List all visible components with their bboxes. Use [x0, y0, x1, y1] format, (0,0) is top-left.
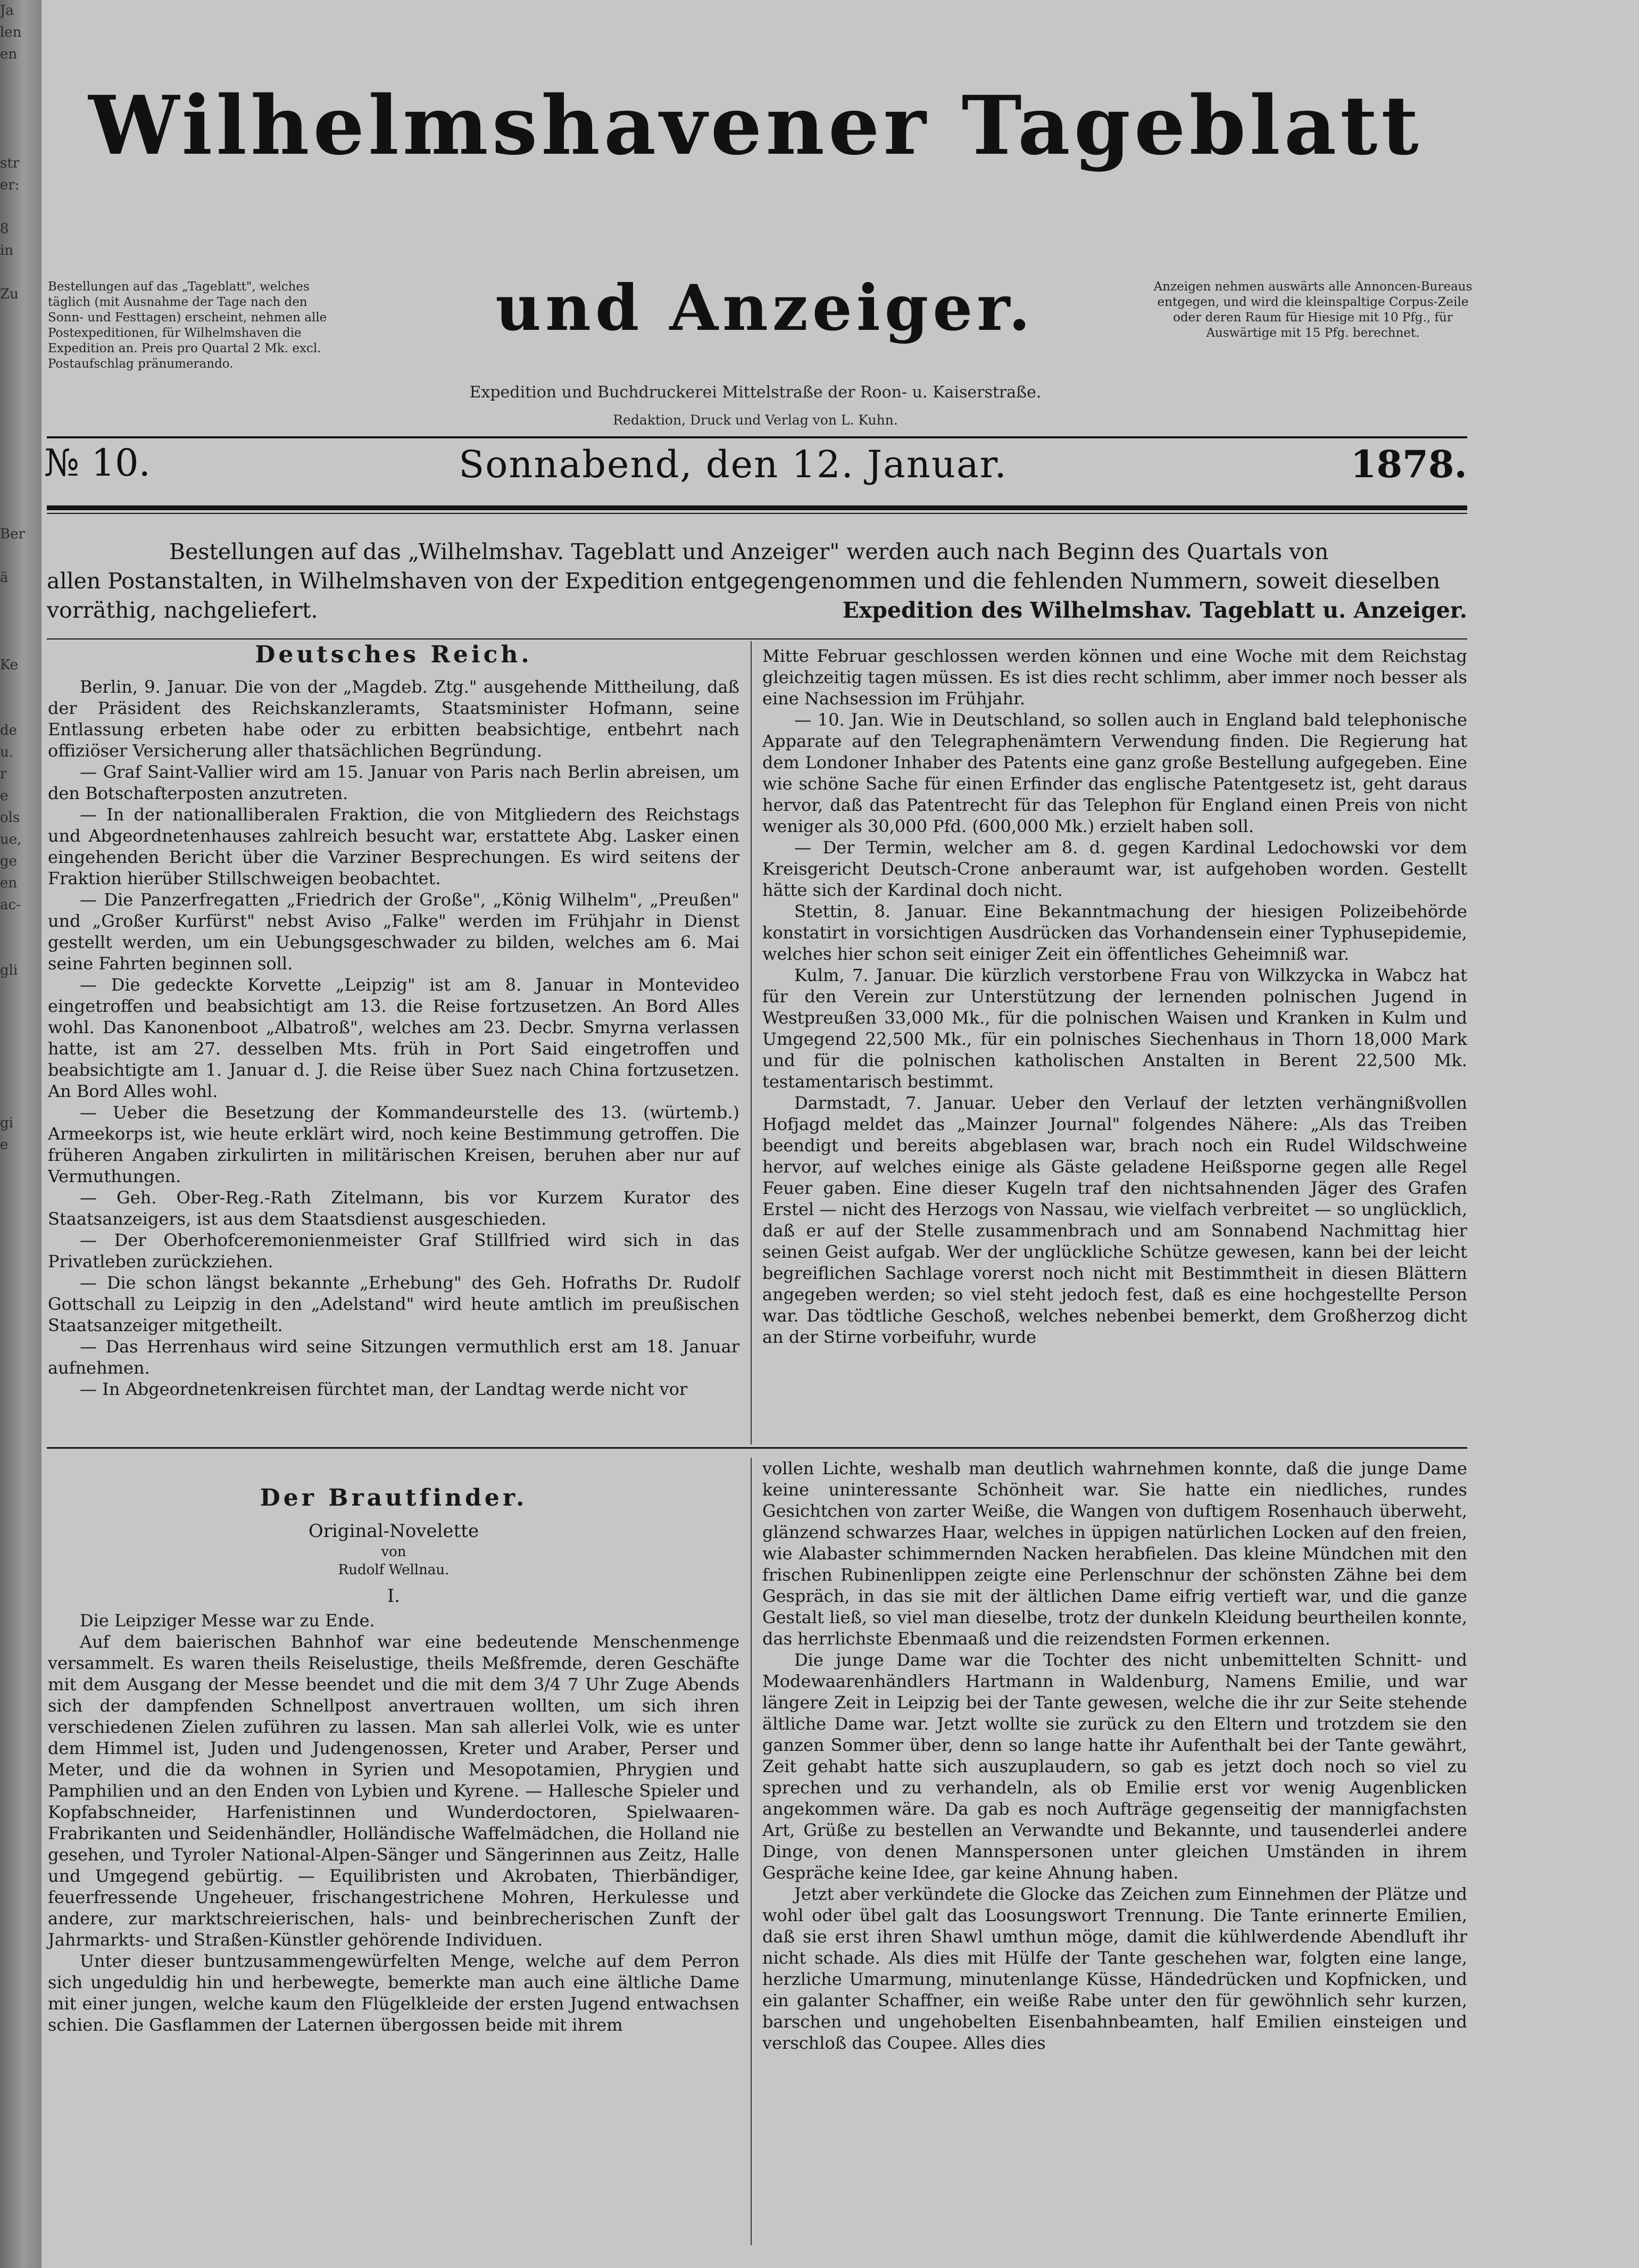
- paragraph: — Der Termin, welcher am 8. d. gegen Kardinal Ledochowski vor dem Kreisgericht Deutsch-Crone anberaumt war, ist aufgehoben worden. Gestellt hätte sich der Kardinal doch nicht.: [762, 837, 1467, 900]
- previous-page-line: [0, 611, 32, 633]
- previous-page-line: gi: [0, 1115, 13, 1131]
- paragraph: — Die schon längst bekannte „Erhebung" des Geh. Hofraths Dr. Rudolf Gottschall zu Leipzig in den „Adelstand" wird heute amtlich im preußischen Staatsanzeiger mitgetheilt.: [48, 1273, 739, 1335]
- paragraph: — Das Herrenhaus wird seine Sitzungen vermuthlich erst am 18. Januar aufnehmen.: [48, 1336, 739, 1378]
- previous-page-line: [0, 1178, 32, 1200]
- column-divider: [751, 1458, 752, 2245]
- previous-page-line: Ja: [0, 3, 14, 19]
- section-heading: Deutsches Reich.: [255, 641, 533, 668]
- previous-page-line: [0, 393, 32, 414]
- previous-page-line: [0, 1025, 32, 1047]
- previous-page-line: [0, 938, 32, 960]
- previous-page-line: [0, 1200, 32, 1222]
- previous-page-line: [0, 458, 32, 480]
- previous-page-line: Zu: [0, 286, 19, 302]
- previous-page-line: [0, 87, 32, 109]
- previous-page-line: ue,: [0, 832, 22, 848]
- news-column-left: [48, 641, 739, 1400]
- paragraph: Kulm, 7. Januar. Die kürzlich verstorbene Frau von Wilkzycka in Wabcz hat für den Verein zur Unterstützung der lernenden polnischen Jugend in Westpreußen 33,000 Mk., für die polnischen Waisen und Kranken in Kulm und Umgegend 22,500 Mk., für ein polnisches Siechenhaus in Thorn 18,000 Mark und für die polnischen katholischen Anstalten in Berent 22,500 Mk. testamentarisch bestimmt.: [762, 965, 1467, 1092]
- paragraph: Jetzt aber verkündete die Glocke das Zeichen zum Einnehmen der Plätze und wohl oder übel galt das Loosungswort Trennung. Die Tante erinnerte Emilien, daß sie erst ihren Shawl umthun möge, damit die kühlwerdende Abendluft ihr nicht schade. Als dies mit Hülfe der Tante geschehen war, folgten eine lange, herzliche Umarmung, minutenlange Küsse, Händedrücken und Kopfnicken, und ein galanter Schaffner, ein weiße Rabe unter den für gewöhnlich sehr kurzen, barschen und ungehobelten Eisenbahnbeamten, half Emilien einsteigen und verschloß das Coupee. Alles dies: [762, 1884, 1467, 2053]
- notice-line: allen Postanstalten, in Wilhelmshaven von der Expedition entgegengenommen und die fehlenden Nummern, soweit dieselben: [47, 568, 1441, 594]
- paragraph: Mitte Februar geschlossen werden können und eine Woche mit dem Reichstag gleichzeitig tagen müssen. Es ist dies recht schlimm, aber immer noch besser als eine Nachsession im Frühjahr.: [762, 646, 1467, 709]
- paragraph: — In der nationalliberalen Fraktion, die von Mitgliedern des Reichstags und Abgeordnetenhauses zahlreich besucht war, erstattete Abg. Lasker einen eingehenden Bericht über die Varziner Besprechungen. Es wird seitens der Fraktion hierüber Stillschweigen beobachtet.: [48, 804, 739, 888]
- paragraph: Unter dieser buntzusammengewürfelten Menge, welche auf dem Perron sich ungeduldig hin und herbewegte, bemerkte man auch eine ältliche Dame mit einer jungen, welche kaum den Flügelkleide der ersten Jugend entwachsen schien. Die Gasflammen der Laternen übergossen beide mit ihrem: [48, 1951, 739, 2035]
- paragraph: Berlin, 9. Januar. Die von der „Magdeb. Ztg." ausgehende Mittheilung, daß der Präsident des Reichskanzleramts, Staatsminister Hofmann, seine Entlassung erbeten habe oder zu erbitten beabsichtige, entbehrt nach offiziöser Versicherung aller thatsächlichen Begründung.: [48, 677, 739, 761]
- previous-page-line: [0, 109, 32, 131]
- subscription-notice: [47, 537, 1467, 625]
- previous-page-line: [0, 1222, 32, 1243]
- notice-line: vorräthig, nachgeliefert.: [47, 597, 318, 623]
- previous-page-fragment: [0, 0, 32, 2268]
- paragraph: — Der Oberhofceremonienmeister Graf Stillfried wird sich in das Privatleben zurückziehen.: [48, 1230, 739, 1272]
- paragraph: — In Abgeordnetenkreisen fürchtet man, der Landtag werde nicht vor: [80, 1379, 688, 1399]
- previous-page-line: e: [0, 1137, 9, 1153]
- previous-page-line: [0, 305, 32, 327]
- previous-page-line: u.: [0, 744, 14, 760]
- previous-page-line: [0, 1047, 32, 1069]
- section-rule: [47, 638, 1467, 639]
- previous-page-line: in: [0, 243, 14, 259]
- previous-page-line: [0, 1069, 32, 1091]
- previous-page-line: [0, 1243, 32, 1265]
- notice-signature: Expedition des Wilhelmshav. Tageblatt u. Anzeiger.: [842, 597, 1467, 623]
- paragraph: vollen Lichte, weshalb man deutlich wahrnehmen konnte, daß die junge Dame keine uninteressante Schönheit war. Sie hatte ein niedliches, rundes Gesichtchen von zarter Weiße, die Wangen von duftigem Rosenhauch überweht, glänzend schwarzes Haar, welches in üppigen natürlichen Locken auf den freien, wie Alabaster schimmernden Nacken herabfielen. Das kleine Mündchen mit den frischen Rubinenlippen zeigte eine Perlenschnur der schönsten Zähne bei dem Gespräch, in das sie mit der ältlichen Dame eifrig vertieft war, und die ganze Gestalt ließ, so viel man dieselbe, trotz der dunkeln Kleidung beurtheilen konnte, das herrlichste Ebenmaaß und die reizendsten Formen erkennen.: [762, 1458, 1467, 1649]
- masthead-subtitle: und Anzeiger.: [495, 271, 1035, 345]
- advertising-note: Anzeigen nehmen auswärts alle Annoncen-Bureaus entgegen, und wird die kleinspaltige Corpus-Zeile oder deren Raum für Hiesige mit 10 Pfg., für Auswärtige mit 15 Pfg. berechnet.: [1153, 280, 1472, 340]
- novella-paragraphs-left: [48, 1610, 739, 2036]
- previous-page-line: [0, 480, 32, 502]
- paragraph: — Geh. Ober-Reg.-Rath Zitelmann, bis vor Kurzem Kurator des Staatsanzeigers, ist aus dem Staatsdienst ausgeschieden.: [48, 1187, 739, 1229]
- bottom-rule-thin: [47, 513, 1467, 514]
- previous-page-line: de: [0, 722, 18, 738]
- previous-page-line: [0, 502, 32, 524]
- issue-number: № 10.: [44, 441, 151, 485]
- previous-page-line: en: [0, 46, 18, 62]
- previous-page-line: ä: [0, 570, 9, 586]
- previous-page-line: [0, 1265, 32, 1287]
- paragraph: Darmstadt, 7. Januar. Ueber den Verlauf der letzten verhängnißvollen Hofjagd meldet das „Mainzer Journal" folgendes Nähere: „Als das Treiben beendigt und bereits abgeblasen war, brach noch ein Rudel Wildschweine hervor, auf welches einige als Gäste geladene Heißsporne gegen alle Regel Feuer gaben. Eine dieser Kugeln traf den nichtsahnenden Jäger des Grafen Erstel — nicht des Herzogs von Nassau, wie vielfach verbreitet — so unglücklich, daß er auf der Stelle zusammenbrach und am Sonnabend Nachmittag hier seinen Geist aufgab. Wer der unglückliche Schütze gewesen, kann bei der leicht begreiflichen Sachlage vorerst noch nicht mit Bestimmtheit in diesen Blättern angegeben werden; so viel steht jedoch fest, daß es eine hochgestellte Person war. Das tödtliche Geschoß, welches nebenbei bemerkt, dem Großherzog dicht an der Stirne vorbeifuhr, wurde: [762, 1093, 1467, 1347]
- previous-page-line: [0, 1156, 32, 1178]
- paragraph: Die Leipziger Messe war zu Ende.: [80, 1610, 375, 1631]
- paragraph: Stettin, 8. Januar. Eine Bekanntmachung der hiesigen Polizeibehörde konstatirt in vorsichtigen Ausdrücken das Vorhandensein einer Typhusepidemie, welches hier schon seit einiger Zeit ein öffentliches Geheimniß war.: [762, 901, 1467, 964]
- bottom-rule-thick: [47, 505, 1467, 510]
- previous-page-line: ge: [0, 853, 18, 869]
- paragraph: — Die Panzerfregatten „Friedrich der Große", „König Wilhelm", „Preußen" und „Großer Kurfürst" nebst Aviso „Falke" werden im Frühjahr in Dienst gestellt werden, um ein Uebungsgeschwader zu bilden, welches am 6. Mai seine Fahrten beginnen soll.: [48, 890, 739, 974]
- feuilleton-rule: [47, 1447, 1467, 1449]
- previous-page-line: [0, 698, 32, 720]
- news-paragraphs-right: [762, 645, 1467, 1348]
- previous-page-line: [0, 982, 32, 1003]
- previous-page-line: [0, 131, 32, 153]
- issue-date: Sonnabend, den 12. Januar.: [459, 443, 1008, 486]
- previous-page-line: ols: [0, 810, 20, 826]
- previous-page-line: 8: [0, 221, 9, 237]
- paragraph: — Graf Saint-Vallier wird am 15. Januar von Paris nach Berlin abreisen, um den Botschafterposten anzutreten.: [48, 762, 739, 803]
- previous-page-line: [0, 436, 32, 458]
- editor-line: Redaktion, Druck und Verlag von L. Kuhn.: [613, 412, 898, 428]
- novella-column-left: [48, 1484, 739, 2036]
- paragraph: — Die gedeckte Korvette „Leipzig" ist am 8. Januar in Montevideo eingetroffen und beabsichtigt am 13. die Reise fortzusetzen. An Bord Alles wohl. Das Kanonenboot „Albatroß", welches am 23. Decbr. Smyrna verlassen hatte, ist am 27. desselben Mts. früh in Port Said eingetroffen und beabsichtigte am 1. Januar d. J. die Reise über Suez nach China fortzusetzen. An Bord Alles wohl.: [48, 975, 739, 1101]
- novella-title: Der Brautfinder.: [260, 1484, 528, 1511]
- novella-von: von: [381, 1544, 406, 1560]
- previous-page-line: [0, 262, 32, 284]
- previous-page-line: gli: [0, 962, 18, 978]
- previous-page-line: [0, 589, 32, 611]
- previous-page-line: [0, 633, 32, 654]
- previous-page-line: [0, 65, 32, 87]
- chapter-number: I.: [387, 1585, 401, 1607]
- previous-page-line: [0, 349, 32, 371]
- previous-page-line: str: [0, 155, 20, 171]
- previous-page-line: [0, 916, 32, 938]
- previous-page-line: [0, 196, 32, 218]
- novella-subtitle: Original-Novelette: [308, 1521, 479, 1542]
- previous-page-line: ac-: [0, 897, 21, 913]
- previous-page-line: r: [0, 766, 7, 782]
- previous-page-line: [0, 1287, 32, 1309]
- top-rule: [47, 436, 1467, 438]
- previous-page-line: [0, 545, 32, 567]
- newspaper-page: [41, 0, 1639, 2268]
- previous-page-line: [0, 371, 32, 393]
- news-column-right: [762, 645, 1467, 1348]
- previous-page-line: Ber: [0, 526, 25, 542]
- novella-column-right: [762, 1458, 1467, 2054]
- expedition-line: Expedition und Buchdruckerei Mittelstraße der Roon- u. Kaiserstraße.: [469, 383, 1042, 402]
- subscription-note: Bestellungen auf das „Tageblatt", welches täglich (mit Ausnahme der Tage nach den Sonn- und Festtagen) erscheint, nehmen alle Postexpeditionen, für Wilhelmshaven die Expedition an. Preis pro Quartal 2 Mk. excl. Postaufschlag pränumerando.: [48, 280, 327, 371]
- notice-line: Bestellungen auf das „Wilhelmshav. Tageblatt und Anzeiger" werden auch nach Beginn des Quartals von: [169, 539, 1329, 564]
- masthead-title: Wilhelmshavener Tageblatt: [88, 78, 1422, 173]
- issue-year: 1878.: [1350, 442, 1467, 486]
- paragraph: — Ueber die Besetzung der Kommandeurstelle des 13. (würtemb.) Armeekorps ist, wie heute erklärt wird, noch keine Bestimmung getroffen. Die früheren Angaben zirkulirten in militärischen Kreisen, beruhen aber nur auf Vermuthungen.: [48, 1102, 739, 1186]
- paragraph: — 10. Jan. Wie in Deutschland, so sollen auch in England bald telephonische Apparate auf den Telegraphenämtern Verwendung finden. Die Regierung hat dem Londoner Inhaber des Patents eine ganz große Bestellung aufgegeben. Eine wie schöne Sache für einen Erfinder das englische Patentgesetz ist, geht daraus hervor, daß das Patentrecht für das Telephon für England einen Preis von nicht weniger als 30,000 Pfd. (600,000 Mk.) erzielt haben soll.: [762, 710, 1467, 836]
- paragraph: Die junge Dame war die Tochter des nicht unbemittelten Schnitt- und Modewaarenhändlers Hartmann in Waldenburg, Namens Emilie, und war längere Zeit in Leipzig bei der Tante gewesen, welche die ihr zur Seite stehende ältliche Dame war. Jetzt wollte sie zurück zu den Eltern und trotzdem sie den ganzen Sommer über, denn so lange hatte ihr Aufenthalt bei der Tante gewährt, Zeit gehabt hatte sich auszuplaudern, so gab es jetzt doch noch so viel zu sprechen und zu verhandeln, als ob Emilie erst vor wenig Augenblicken angekommen wäre. Da gab es noch Aufträge gegenseitig der mannigfachsten Art, Grüße zu bestellen an Verwandte und Bekannte, und tausenderlei andere Dinge, von denen Mannspersonen unter gleichen Umständen in ihrem Gespräche keine Idee, gar keine Ahnung haben.: [762, 1650, 1467, 1883]
- column-divider: [751, 641, 752, 1444]
- previous-page-line: [0, 327, 32, 349]
- previous-page-line: [0, 1091, 32, 1112]
- previous-page-line: [0, 414, 32, 436]
- previous-page-line: [0, 1003, 32, 1025]
- previous-page-line: en: [0, 875, 18, 891]
- novella-author: Rudolf Wellnau.: [338, 1562, 450, 1578]
- news-paragraphs-left: [48, 676, 739, 1400]
- paragraph: Auf dem baierischen Bahnhof war eine bedeutende Menschenmenge versammelt. Es waren theils Reiselustige, theils Meßfremde, deren Geschäfte mit dem Ausgang der Messe beendet und die mit dem 3/4 7 Uhr Zuge Abends sich der dampfenden Schnellpost anvertrauen wollten, um sich ihren verschiedenen Zielen zuführen zu lassen. Man sah allerlei Volk, wie es unter dem Himmel ist, Juden und Judengenossen, Kreter und Araber, Perser und Meter, und die da wohnen in Syrien und Mesopotamien, Phrygien und Pamphilien und an den Enden von Lybien und Kyrene. — Hallesche Spieler und Kopfabschneider, Harfenistinnen und Wunderdoctoren, Spielwaaren-Frabrikanten und Seidenhändler, Holländische Waffelmädchen, die Holland nie gesehen, und Tyroler National-Alpen-Sänger und Sängerinnen aus Zeitz, Halle und Umgegend gebürtig. — Equilibristen und Akrobaten, Thierbändiger, feuerfressende Ungeheuer, frischangestrichene Mohren, Herkulesse und andere, zur marktschreierischen, hals- und beinbrecherischen Zunft der Jahrmarkts- und Straßen-Künstler gehörende Individuen.: [48, 1632, 739, 1950]
- novella-paragraphs-right: [762, 1458, 1467, 2054]
- previous-page-line: Ke: [0, 657, 19, 673]
- previous-page-line: er:: [0, 177, 20, 193]
- previous-page-line: [0, 676, 32, 698]
- previous-page-line: len: [0, 24, 22, 40]
- previous-page-line: e: [0, 788, 9, 804]
